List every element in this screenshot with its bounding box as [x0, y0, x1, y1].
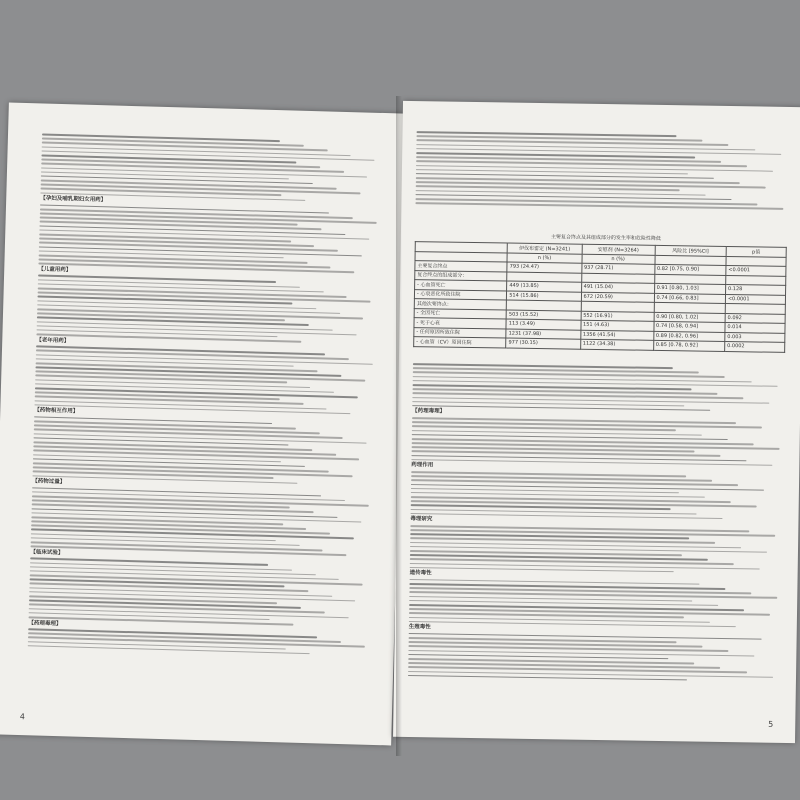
section-heading: 【老年用药】 [36, 337, 70, 344]
table-cell: <0.0001 [726, 265, 786, 275]
table-cell: 其他次要终点： [414, 299, 506, 310]
table-cell: 491 (15.04) [581, 282, 654, 293]
section-heading: 【药理毒理】 [28, 619, 62, 627]
section-heading: 生殖毒性 [408, 624, 431, 631]
section-heading: 【临床试验】 [30, 549, 64, 557]
table-cell: - 心衰恶化所致住院 [414, 289, 506, 300]
table-cell: 复合终点的组成部分： [415, 270, 507, 281]
table-cell: 0.014 [725, 322, 785, 332]
table-cell: 937 (28.71) [581, 263, 654, 274]
table-cell: 0.74 [0.66, 0.83] [654, 293, 726, 304]
table-cell: 1231 (37.98) [506, 329, 580, 340]
right-page [393, 101, 800, 743]
table-header-cell: 安慰剂 (N=3264) [582, 244, 655, 255]
table-header-cell: 风险比 [95%CI] [655, 245, 727, 256]
table-cell: 793 (24.47) [507, 262, 581, 273]
table-cell: 0.85 [0.78, 0.92] [653, 340, 725, 351]
table-cell: 0.74 [0.58, 0.94] [653, 321, 725, 332]
left-page [0, 103, 409, 746]
left-page-body-text [28, 133, 382, 658]
table-header-cell: 伊伐布雷定 (N=3241) [507, 243, 581, 254]
text-line [28, 645, 310, 654]
table-cell: <0.0001 [725, 294, 785, 304]
table-cell: 0.0002 [725, 341, 785, 351]
table-cell: 113 (3.49) [506, 319, 580, 330]
table-cell: 552 (16.91) [581, 311, 654, 322]
right-page-body-text-top [415, 131, 788, 212]
table-cell: 主要复合终点 [415, 261, 507, 272]
table-cell: 977 (30.15) [506, 338, 580, 349]
table-cell: 0.82 [0.75, 0.90] [654, 264, 726, 275]
table-cell: 151 (4.63) [580, 320, 653, 331]
book-spine-shadow [396, 96, 402, 756]
table-cell: 0.90 [0.80, 1.02] [654, 312, 726, 323]
section-heading: 【孕妇及哺乳期妇女用药】 [40, 195, 107, 204]
table-title: 主要复合终点及其组成部分的发生率和危险性降低 [550, 234, 661, 242]
right-page-number: 5 [768, 719, 774, 729]
table-cell: 0.128 [725, 284, 785, 294]
table-cell: 1356 (41.54) [580, 330, 653, 341]
table-cell: 672 (20.59) [581, 292, 654, 303]
table-cell: - 心血管死亡 [415, 280, 507, 291]
table-cell: - 全因死亡 [414, 308, 506, 319]
table-header-cell: n (%) [507, 253, 581, 264]
section-heading: 【药物相互作用】 [34, 407, 79, 415]
section-heading: 遗传毒性 [409, 570, 432, 577]
table-cell: 0.89 [0.82, 0.96] [653, 331, 725, 342]
right-page-body-text-bottom [408, 363, 785, 685]
table-cell: 1122 (34.38) [580, 339, 653, 350]
table-header-cell: n (%) [582, 254, 655, 265]
table-cell: 503 (15.52) [506, 310, 580, 321]
table-cell: 0.91 [0.80, 1.03] [654, 283, 726, 294]
table-cell: 449 (13.85) [507, 281, 581, 292]
table-cell: 0.003 [725, 332, 785, 342]
left-page-number: 4 [19, 712, 25, 722]
section-heading: 药理作用 [411, 462, 434, 469]
section-heading: 毒理研究 [410, 516, 433, 523]
table-cell: - 死于心衰 [414, 318, 506, 329]
section-heading: 【药物过量】 [32, 478, 66, 486]
results-table [413, 241, 787, 352]
table-cell: 514 (15.86) [507, 291, 581, 302]
table-cell: 0.092 [725, 313, 785, 323]
section-heading: 【药理毒理】 [412, 408, 446, 416]
table-cell: - 心血管（CV）原因住院 [414, 337, 506, 348]
table-cell: - 任何原因所致住院 [414, 327, 506, 338]
table-header-cell: p值 [726, 246, 786, 256]
section-heading: 【儿童用药】 [38, 266, 72, 274]
